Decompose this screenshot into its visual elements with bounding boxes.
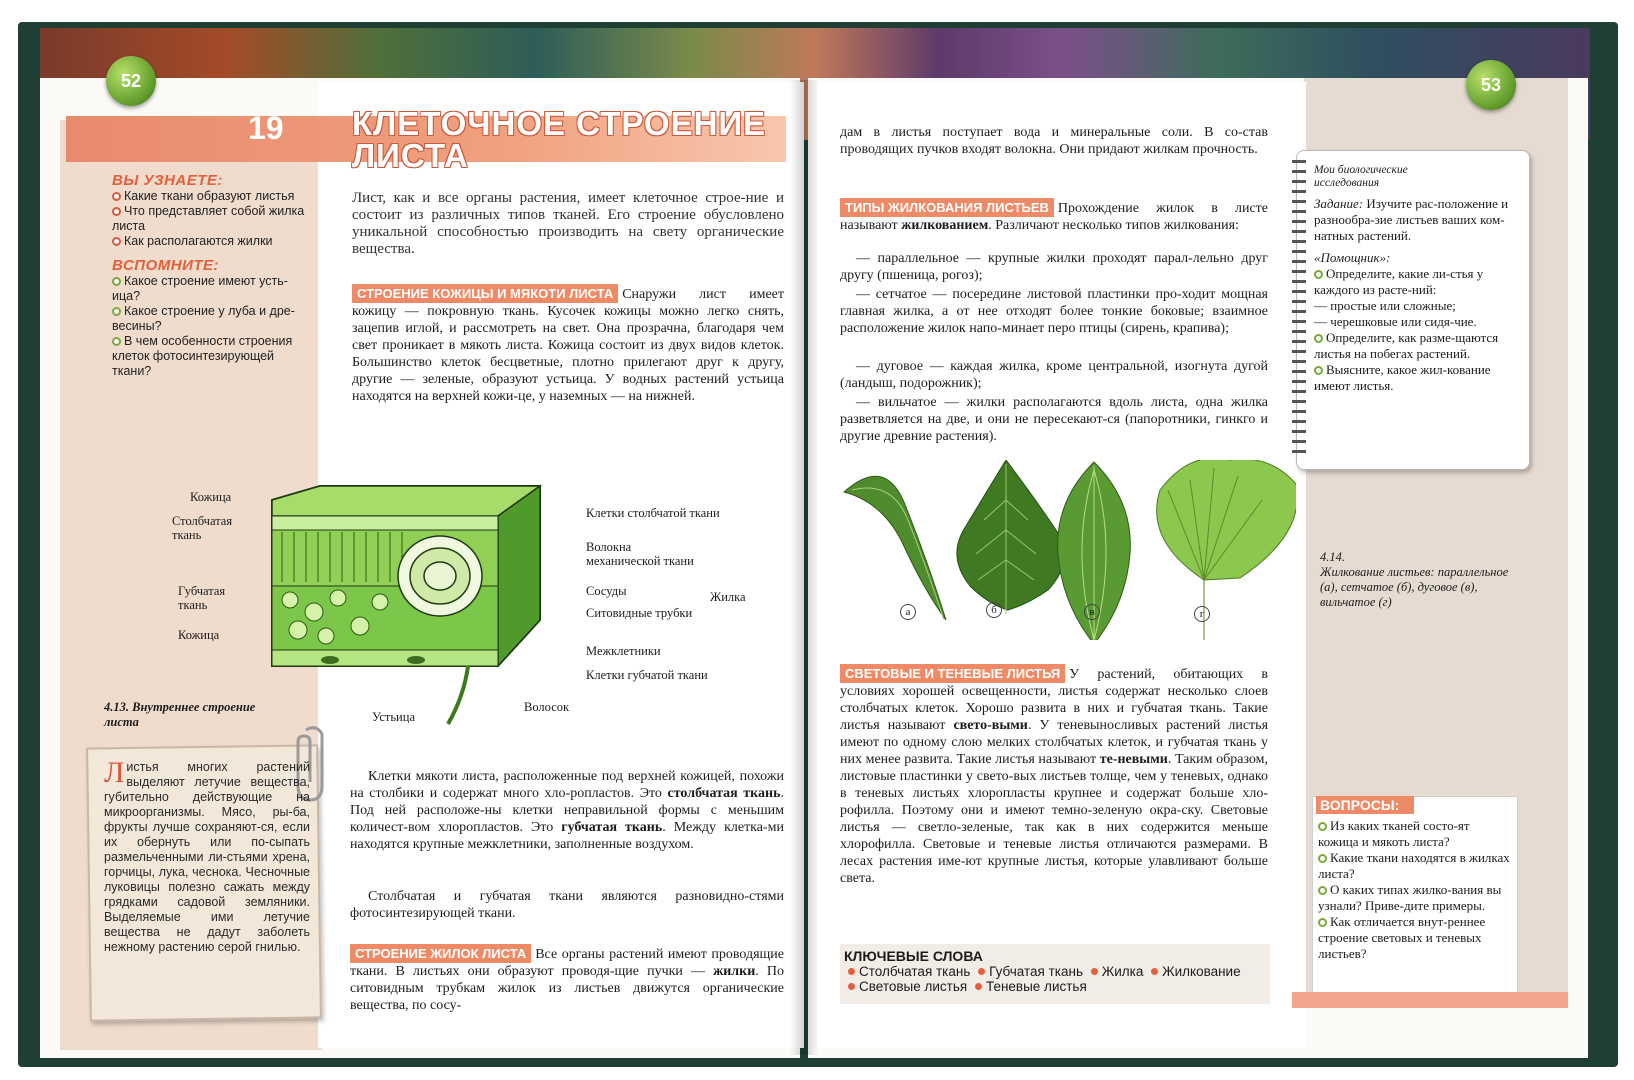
section-light-shade: СВЕТОВЫЕ И ТЕНЕВЫЕ ЛИСТЬЯ У растений, обитающих в условиях хорошей освещенности, листья содержат несколько слоев столбчатых клеток. Хорошо развита в них и губчатая ткань. Такие листья называют свето-выми. У теневыносливых растений листья имеют по одному слою мелких столбчатых клеток, и губчатая ткань у них менее развита. Такие листья называют те-невыми. Таким образом, листовые пластинки у свето-вых листьев толще, чем у теневых, однако в теневых листьях хлоропласты крупнее и содержат больше хло-рофилла. Поэтому они и имеют темно-зеленую окра-ску. Световые листья — светло-зеленые, так как в них содержится меньше хлорофилла. Световые и теневые листья отличаются размерами. В лесах растения име-ют крупные листья, которые улавливают больше света. bbox=[840, 666, 1269, 886]
learn-section bbox=[112, 172, 312, 379]
bullet-icon bbox=[1318, 854, 1327, 863]
bullet-icon bbox=[112, 207, 121, 216]
bullet-icon bbox=[978, 968, 985, 975]
lesson-title-line2: ЛИСТА bbox=[352, 137, 469, 174]
label-stomata: Устьица bbox=[372, 710, 415, 724]
notebook-helper: «Помощник»: bbox=[1314, 250, 1391, 265]
bullet-icon bbox=[1318, 886, 1327, 895]
leaf-label-a: а bbox=[900, 604, 916, 620]
keywords-line2: Световые листья Теневые листья bbox=[844, 979, 1274, 994]
decorative-stripe bbox=[1292, 992, 1568, 1008]
bullet-icon bbox=[112, 307, 121, 316]
question-item: Как отличается внут-реннее строение световых и теневых листьев? bbox=[1318, 914, 1486, 961]
label-palisade-cells: Клетки столбчатой ткани bbox=[586, 506, 720, 520]
keywords-heading: КЛЮЧЕВЫЕ СЛОВА bbox=[844, 948, 983, 964]
venation-arc: — дуговое — каждая жилка, кроме центральной, изогнута дугой (ландыш, подорожник); bbox=[840, 359, 1268, 391]
label-intercellular: Межклетники bbox=[586, 644, 661, 658]
label-spongy-cells: Клетки губчатой ткани bbox=[586, 668, 708, 682]
leaf-parallel bbox=[844, 476, 946, 620]
recall-heading: ВСПОМНИТЕ: bbox=[112, 257, 220, 274]
leaf-fork bbox=[1157, 460, 1296, 640]
notebook-header: Мои биологические исследования bbox=[1314, 164, 1408, 189]
section-skin-mesophyll: СТРОЕНИЕ КОЖИЦЫ И МЯКОТИ ЛИСТА Снаружи лист имеет кожицу — покровную ткань. Кусочек кожицы можно легко снять, зацепив иглой, и рассмотреть на свет. Она прозрачна, благодаря чем свет проникает в мякоть листа. Кожица состоит из двух видов клеток. Большинство клеток бесцветные, плотно прилегают друг к другу, другие — зеленые, образуют устьица. У водных растений устьица находятся на верхней кожи-це, у наземных — на нижней. bbox=[352, 286, 784, 404]
leaf-label-v: в bbox=[1084, 604, 1100, 620]
notebook-item: Выясните, какое жил-кование имеют листья. bbox=[1314, 362, 1491, 393]
label-palisade: Столбчатая ткань bbox=[172, 514, 233, 542]
notebook-item: Определите, как разме-щаются листья на побегах растений. bbox=[1314, 330, 1499, 361]
keywords bbox=[844, 948, 1274, 994]
label-mechanical-fibers: Волокна механической ткани bbox=[586, 540, 694, 568]
bullet-icon bbox=[1318, 822, 1327, 831]
paragraph-photosynthetic: Столбчатая и губчатая ткани являются разновидно-стями фотосинтезирующей ткани. bbox=[350, 889, 784, 921]
figure-caption-414: 4.14. Жилкование листьев: параллельное (а), сетчатое (б), дуговое (в), вильчатое (г) bbox=[1320, 550, 1509, 609]
learn-item: Какие ткани образуют листья bbox=[112, 189, 312, 204]
learn-item: Как располагаются жилки bbox=[112, 234, 312, 249]
questions-list bbox=[1318, 818, 1512, 962]
leaf-label-g: г bbox=[1194, 606, 1210, 622]
question-item: Из каких тканей состо-ят кожица и мякоть листа? bbox=[1318, 818, 1470, 849]
page-number-right: 53 bbox=[1466, 60, 1516, 110]
label-vein: Жилка bbox=[710, 590, 746, 604]
label-sieve-tubes: Ситовидные трубки bbox=[586, 606, 693, 620]
label-spongy: Губчатая ткань bbox=[178, 584, 226, 612]
notebook-task: Задание: Изучите рас-положение и разнообра-зие листьев ваших ком-натных растений. bbox=[1314, 196, 1509, 243]
note-text: Листья многих растений выделяют летучие вещества, губительно действующие на микроорганизмы. Мясо, ры-ба, фрукты лучше сохраняют-ся, если их обернуть или по-сыпать размельченными ли-стьями хрена, горчицы, лука, чеснока. Чесночные луковицы полезно сажать между грядками садовой земляники. Выделяемые ими летучие вещества не дадут заболеть нежному растению серой гнилью. bbox=[104, 756, 310, 954]
bullet-icon bbox=[1314, 366, 1323, 375]
bullet-icon bbox=[975, 983, 982, 990]
lesson-title bbox=[352, 105, 792, 174]
bullet-icon bbox=[848, 968, 855, 975]
section-heading: СВЕТОВЫЕ И ТЕНЕВЫЕ ЛИСТЬЯ bbox=[840, 664, 1065, 683]
keywords-line1: Столбчатая ткань Губчатая ткань Жилка Жилкование bbox=[844, 964, 1274, 979]
recall-item: Какое строение у луба и дре-весины? bbox=[112, 304, 295, 333]
spiral-binding bbox=[1292, 160, 1306, 460]
learn-heading: ВЫ УЗНАЕТЕ: bbox=[112, 172, 223, 189]
leaf-block bbox=[272, 486, 540, 724]
learn-item: Что представляет собой жилка листа bbox=[112, 204, 305, 233]
questions-heading: ВОПРОСЫ: bbox=[1316, 796, 1414, 814]
page-number-left: 52 bbox=[106, 56, 156, 106]
leaf-cross-section-diagram bbox=[240, 480, 600, 730]
label-epidermis-top: Кожица bbox=[190, 490, 232, 504]
bullet-icon bbox=[1091, 968, 1098, 975]
bullet-icon bbox=[848, 983, 855, 990]
label-hair: Волосок bbox=[524, 700, 570, 714]
figure-caption-413: 4.13. Внутреннее строение листа bbox=[104, 700, 256, 729]
bullet-icon bbox=[1314, 334, 1323, 343]
bullet-icon bbox=[1318, 918, 1327, 927]
paragraph-mesophyll: Клетки мякоти листа, расположенные под верхней кожицей, похожи на столбики и содержат много хло-ропластов. Это столбчатая ткань. Под ней расположе-ны клетки неправильной формы с меньшим количест-вом хлоропластов. Это губчатая ткань. Между клетка-ми находятся крупные межклетники, заполненные воздухом. bbox=[350, 769, 785, 852]
bullet-icon bbox=[1151, 968, 1158, 975]
notebook-item: — черешковые или сидя-чие. bbox=[1314, 314, 1477, 329]
notebook-content bbox=[1314, 164, 1520, 394]
bullet-icon bbox=[112, 237, 121, 246]
lesson-number: 19 bbox=[248, 110, 284, 146]
label-vessels: Сосуды bbox=[586, 584, 627, 598]
section-venation: ТИПЫ ЖИЛКОВАНИЯ ЛИСТЬЕВ Прохождение жилок в листе называют жилкованием. Различают несколько типов жилкования: bbox=[840, 200, 1268, 233]
bullet-icon bbox=[1314, 270, 1323, 279]
notebook-item: — простые или сложные; bbox=[1314, 298, 1456, 313]
venation-fork: — вильчатое — жилки располагаются вдоль листа, одна жилка разветвляется на две, и они не пересекают-ся (папоротники, гинкго и другие древние растения). bbox=[840, 395, 1268, 444]
question-item: Какие ткани находятся в жилках листа? bbox=[1318, 850, 1510, 881]
continuation-paragraph: дам в листья поступает вода и минеральные соли. В со-став проводящих пучков входят волокна. Они придают жилкам прочность. bbox=[840, 125, 1268, 157]
leaf-net bbox=[957, 460, 1064, 614]
leaf-label-b: б bbox=[986, 602, 1002, 618]
label-epidermis-bottom: Кожица bbox=[178, 628, 220, 642]
section-heading: СТРОЕНИЕ КОЖИЦЫ И МЯКОТИ ЛИСТА bbox=[352, 284, 618, 303]
section-heading: ТИПЫ ЖИЛКОВАНИЯ ЛИСТЬЕВ bbox=[840, 198, 1054, 217]
section-veins: СТРОЕНИЕ ЖИЛОК ЛИСТА Все органы растений имеют проводящие ткани. В листьях они образуют проводя-щие пучки — жилки. По ситовидным трубкам жилок из листьев движутся органические вещества, по сосу- bbox=[350, 946, 784, 1013]
venation-net: — сетчатое — посередине листовой пластинки про-ходит мощная главная жилка, а от нее отходят более тонкие боковые; взаимное расположение жилок напо-минает перо птицы (сирень, крапива); bbox=[840, 287, 1268, 336]
bullet-icon bbox=[112, 192, 121, 201]
recall-item: Какое строение имеют усть-ица? bbox=[112, 274, 288, 303]
intro-paragraph: Лист, как и все органы растения, имеет клеточное строе-ние и состоит из различных типов тканей. Его строение обусловлено уникальной способностью производить на свету органические вещества. bbox=[352, 190, 784, 257]
book-gutter bbox=[790, 80, 818, 1055]
recall-item: В чем особенности строения клеток фотосинтезирующей ткани? bbox=[112, 334, 293, 378]
drop-cap: Л bbox=[104, 756, 125, 789]
venation-parallel: — параллельное — крупные жилки проходят парал-лельно друг другу (пшеница, рогоз); bbox=[840, 251, 1268, 283]
notebook-item: Определите, какие ли-стья у каждого из расте-ний: bbox=[1314, 266, 1484, 297]
bullet-icon bbox=[112, 277, 121, 286]
bullet-icon bbox=[112, 337, 121, 346]
lesson-title-line1: КЛЕТОЧНОЕ СТРОЕНИЕ bbox=[352, 105, 767, 142]
question-item: О каких типах жилко-вания вы узнали? Приве-дите примеры. bbox=[1318, 882, 1502, 913]
section-heading: СТРОЕНИЕ ЖИЛОК ЛИСТА bbox=[350, 944, 531, 963]
